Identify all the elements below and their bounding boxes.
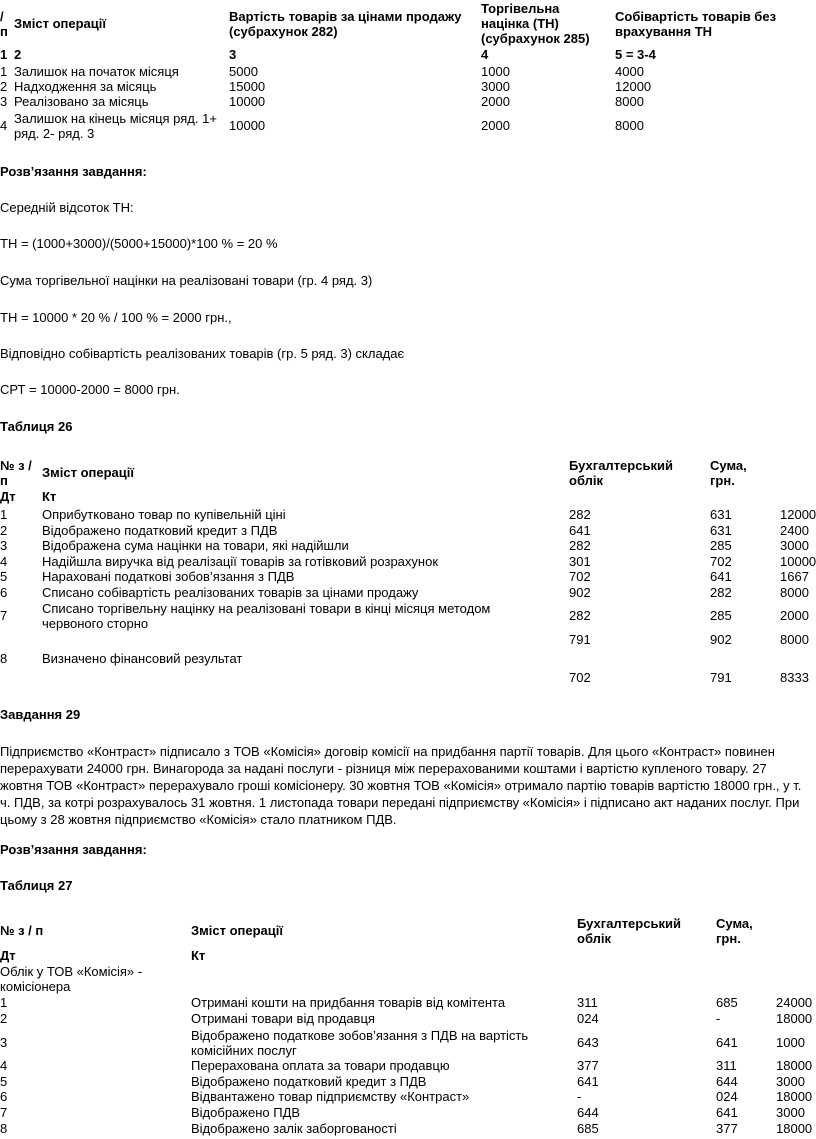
t26-header-dt: Дт [0,489,16,504]
table-cell: 5000 [229,64,258,79]
table-cell: 311 [716,1058,737,1073]
table-row: 8 [0,1121,8,1136]
table-cell: 282 [569,507,591,522]
table-row: Реалізовано за місяць [14,94,149,109]
table-cell: 311 [577,995,598,1010]
table-cell: 8000 [780,632,809,647]
table-cell: 1000 [481,64,510,79]
table-row: 3 [0,1035,8,1050]
table-row: Відображено податковий кредит з ПДВ [191,1074,427,1089]
table-row: 1 [0,995,8,1010]
t1-num-5: 5 = 3-4 [615,47,656,62]
t27-header-content: Зміст операції [191,923,284,938]
table-row: Оприбутковано товар по купівельній ціні [42,507,286,522]
table-cell: 282 [569,538,591,553]
t27-header-sum: Сума, грн. [716,916,753,946]
table-cell: 377 [716,1121,738,1136]
table-row: Відвантажено товар підприємству «Контраст» [191,1089,470,1104]
table-cell: 902 [710,632,732,647]
table-row: 3 [0,538,8,553]
t26-header-sum: Сума, грн. [710,458,747,488]
table-cell: 2000 [481,94,510,109]
t1-header-col5: Собівартість товарів без врахування ТН [615,9,777,39]
table-cell: 644 [577,1105,599,1120]
table-27-title: Таблиця 27 [0,878,73,893]
table-row: Залишок на кінець місяця ряд. 1+ ряд. 2- ряд. 3 [14,111,217,141]
table-cell: 902 [569,585,591,600]
table-cell: - [716,1011,721,1026]
table-row: Списано собівартість реалізованих товарів за цінами продажу [42,585,419,600]
table-row: Нараховані податкові зобов’язання з ПДВ [42,569,295,584]
table-cell: 2400 [780,523,809,538]
table-row: 4 [0,118,8,133]
table-cell: 8000 [615,118,644,133]
table-26-title: Таблиця 26 [0,419,73,434]
t1-header-col4: Торгівельна націнка (ТН) (субрахунок 285) [481,1,590,46]
t26-header-account: Бухгалтерський облік [569,458,673,488]
t27-header-no: № з / п [0,923,44,938]
table-row: 3 [0,94,8,109]
table-row: 2 [0,79,8,94]
solution-heading: Розв’язання завдання: [0,164,147,179]
table-row: 7 [0,1105,8,1120]
table-row: 6 [0,585,8,600]
table-row: Визначено фінансовий результат [42,651,243,666]
table-cell: 10000 [780,554,816,569]
table-cell: 641 [716,1105,738,1120]
table-cell: 18000 [776,1058,813,1073]
table-cell: 24000 [776,995,813,1010]
solution-line: ТН = 10000 * 20 % / 100 % = 2000 грн., [0,310,232,325]
table-cell: 702 [569,670,591,685]
table-row: 2 [0,523,8,538]
table-row: Перерахована оплата за товари продавцю [191,1058,450,1073]
table-cell: 8000 [615,94,644,109]
table-cell: 18000 [776,1011,813,1026]
t1-num-1: 1 [0,47,8,62]
table-cell: 702 [569,569,591,584]
table-row: 5 [0,1074,8,1089]
table-row: Відображено ПДВ [191,1105,301,1120]
table-cell: 631 [710,507,732,522]
table-row: Відображено залік заборгованості [191,1121,397,1136]
table-cell: 643 [577,1035,599,1050]
table-cell: 285 [710,538,732,553]
table-cell: 024 [577,1011,599,1026]
solution-line: Відповідно собівартість реалізованих товарів (гр. 5 ряд. 3) складає [0,346,405,361]
table-cell: 301 [569,554,591,569]
table-cell: 644 [716,1074,738,1089]
table-row: Відображено податкове зобов’язання з ПДВ на вартість комісійних послуг [191,1028,529,1058]
table-row: Списано торгівельну націнку на реалізовані товари в кінці місяця методом червоного сторно [42,601,491,631]
table-row: Надходження за місяць [14,79,157,94]
t26-header-no: № з / п [0,458,32,488]
table-cell: 685 [577,1121,599,1136]
solution-line: Середній відсоток ТН: [0,200,134,215]
table-cell: 12000 [615,79,652,94]
table-row: Відображена сума націнки на товари, які надійшли [42,538,349,553]
table-cell: 3000 [780,538,809,553]
table-cell: 702 [710,554,732,569]
table-row: Отримані кошти на придбання товарів від комітента [191,995,506,1010]
table-cell: 685 [716,995,738,1010]
t26-header-kt: Кт [42,489,57,504]
table-row: 8 [0,651,8,666]
t26-header-content: Зміст операції [42,465,135,480]
table-row: 2 [0,1011,8,1026]
table-cell: 791 [569,632,591,647]
t1-num-4: 4 [481,47,489,62]
table-cell: 2000 [780,608,809,623]
table-cell: 641 [716,1035,738,1050]
table-row: 5 [0,569,8,584]
table-row: Відображено податковий кредит з ПДВ [42,523,278,538]
table-cell: 8000 [780,585,809,600]
table-cell: 641 [577,1074,599,1089]
solution-line: СРТ = 10000-2000 = 8000 грн. [0,382,180,397]
table-cell: 12000 [780,507,816,522]
task-29-text: Підприємство «Контраст» підписало з ТОВ «Комісія» договір комісії на придбання партії товарів. Для цього «Контраст» повинен перерахувати 24000 грн. Винагорода за надані послуги - різниця між перерахованими коштами і вартістю купленого товару. 27 жовтня ТОВ «Контраст» перерахувало гроші комісіонеру. 30 жовтня ТОВ «Комісія» отримало партію товарів вартістю 18000 грн., у т. ч. ПДВ, за котрі розрахувалось 31 жовтня. 1 листопада товари передані підприємству «Комісія» і підписано акт наданих послуг. При цьому з 28 жовтня підприємство «Комісія» стало платником ПДВ. [0,744,802,827]
table-cell: 377 [577,1058,599,1073]
table-row: Отримані товари від продавця [191,1011,375,1026]
t27-header-kt: Кт [191,948,206,963]
table-cell: 282 [569,608,591,623]
t1-num-2: 2 [14,47,22,62]
table-row: 4 [0,554,8,569]
table-cell: 4000 [615,64,644,79]
table-row: 6 [0,1089,8,1104]
table-row: Залишок на початок місяця [14,64,179,79]
table-cell: 15000 [229,79,266,94]
table-cell: 18000 [776,1121,813,1136]
table-cell: 641 [569,523,591,538]
table-cell: 282 [710,585,732,600]
t27-section-label: Облік у ТОВ «Комісія» - комісіонера [0,964,143,994]
solution-line: ТН = (1000+3000)/(5000+15000)*100 % = 20 % [0,236,278,251]
table-cell: - [577,1089,582,1104]
table-cell: 1000 [776,1035,805,1050]
t1-header-col1: / п [0,9,8,39]
table-row: 1 [0,507,8,522]
table-cell: 024 [716,1089,738,1104]
table-cell: 3000 [481,79,510,94]
table-row: 1 [0,64,8,79]
table-cell: 8333 [780,670,809,685]
t1-header-col2: Зміст операції [14,16,107,31]
table-cell: 2000 [481,118,510,133]
t27-header-dt: Дт [0,948,16,963]
solution-heading-2: Розв’язання завдання: [0,842,147,857]
table-cell: 3000 [776,1105,805,1120]
task-29-title: Завдання 29 [0,707,81,722]
table-cell: 641 [710,569,732,584]
t27-header-account: Бухгалтерський облік [577,916,681,946]
table-cell: 791 [710,670,732,685]
table-row: Надійшла виручка від реалізації товарів за готівковий розрахунок [42,554,439,569]
table-cell: 1667 [780,569,809,584]
table-cell: 3000 [776,1074,805,1089]
table-cell: 631 [710,523,732,538]
t1-num-3: 3 [229,47,237,62]
table-row: 7 [0,608,8,623]
table-cell: 285 [710,608,732,623]
table-cell: 18000 [776,1089,813,1104]
table-row: 4 [0,1058,8,1073]
table-cell: 10000 [229,94,266,109]
t1-header-col3: Вартість товарів за цінами продажу (субрахунок 282) [229,9,462,39]
table-cell: 10000 [229,118,266,133]
solution-line: Сума торгівельної націнки на реалізовані товари (гр. 4 ряд. 3) [0,273,373,288]
